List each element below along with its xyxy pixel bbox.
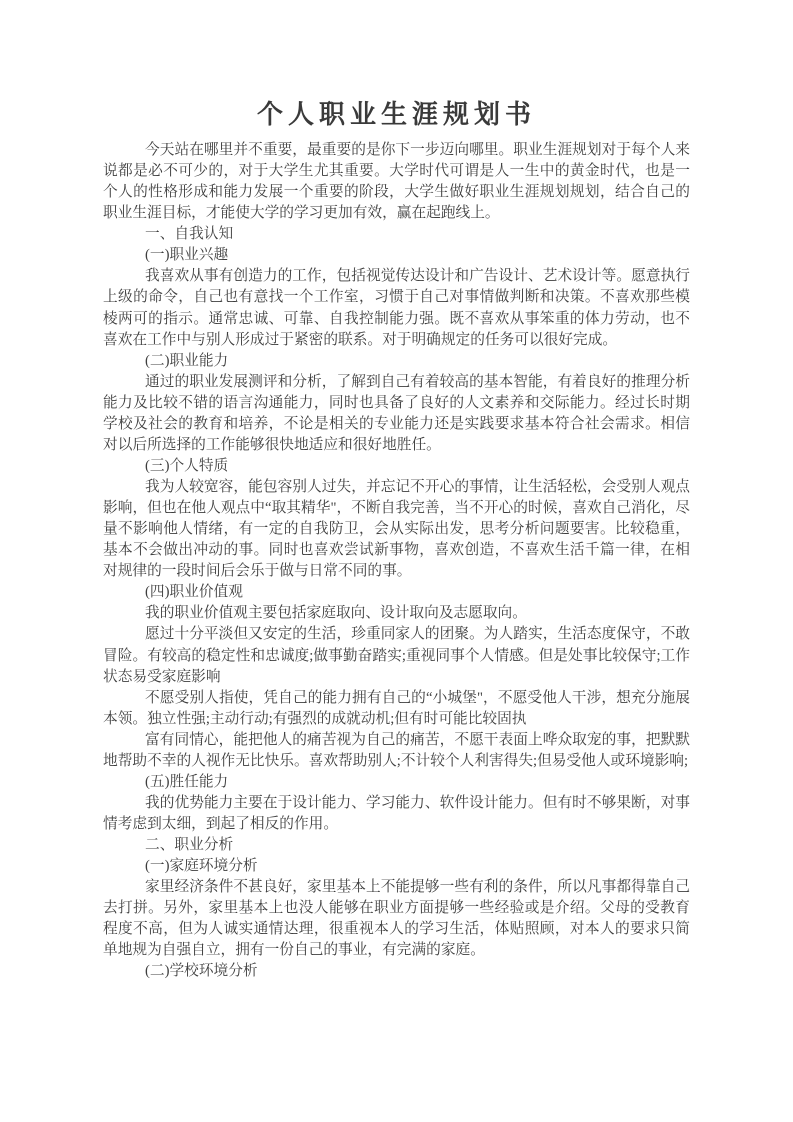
document-body: [103, 140, 690, 983]
heading-career-interest: (一)职业兴趣: [145, 247, 229, 264]
heading-self-cognition: 一、自我认知: [145, 226, 234, 243]
heading-family-environment: (一)家庭环境分析: [145, 858, 258, 875]
paragraph-career-values-2: 愿过十分平淡但又安定的生活，珍重同家人的团聚。为人踏实，生活态度保守，不敢冒险。有较高的稳定性和忠诚度;做事勤奋踏实;重视同事个人情感。但是处事比较保守;工作状态易受家庭影响: [103, 626, 690, 685]
heading-competence: (五)胜任能力: [145, 773, 229, 790]
document-title: 个人职业生涯规划书: [256, 100, 536, 129]
paragraph-career-values-1: 我的职业价值观主要包括家庭取向、设计取向及志愿取向。: [145, 605, 527, 622]
paragraph-career-values-4: 富有同情心，能把他人的痛苦视为自己的痛苦，不愿干表面上哗众取宠的事，把默默地帮助不幸的人视作无比快乐。喜欢帮助别人;不计较个人利害得失;但易受他人或环境影响;: [103, 731, 690, 769]
heading-personal-traits: (三)个人特质: [145, 457, 229, 474]
paragraph-competence: 我的优势能力主要在于设计能力、学习能力、软件设计能力。但有时不够果断，对事情考虑到太细，到起了相反的作用。: [103, 794, 690, 832]
heading-career-analysis: 二、职业分析: [145, 837, 234, 854]
paragraph-career-interest: 我喜欢从事有创造力的工作，包括视觉传达设计和广告设计、艺术设计等。愿意执行上级的命令，自己也有意找一个工作室，习惯于自己对事情做判断和决策。不喜欢那些模棱两可的指示。通常忠诚、可靠、自我控制能力强。既不喜欢从事笨重的体力劳动，也不喜欢在工作中与别人形成过于紧密的联系。对于明确规定的任务可以很好完成。: [103, 268, 690, 348]
paragraph-family-environment: 家里经济条件不甚良好，家里基本上不能提够一些有利的条件，所以凡事都得靠自己去打拼。另外，家里基本上也没人能够在职业方面提够一些经验或是介绍。父母的受教育程度不高，但为人诚实通情达理，很重视本人的学习生活，体贴照顾，对本人的要求只简单地规为自强自立，拥有一份自己的事业，有完满的家庭。: [103, 879, 690, 959]
heading-school-environment: (二)学校环境分析: [145, 963, 258, 980]
paragraph-career-ability: 通过的职业发展测评和分析，了解到自己有着较高的基本智能，有着良好的推理分析能力及比较不错的语言沟通能力，同时也具备了良好的人文素养和交际能力。经过长时期学校及社会的教育和培养，不论是相关的专业能力还是实践要求基本符合社会需求。相信对以后所选择的工作能够很快地适应和很好地胜任。: [103, 373, 690, 453]
paragraph-personal-traits: 我为人较宽容，能包容别人过失，并忘记不开心的事情，让生活轻松，会受别人观点影响，但也在他人观点中“取其精华"，不断自我完善，当不开心的时候，喜欢自己消化，尽量不影响他人情绪，有一定的自我防卫，会从实际出发，思考分析问题要害。比较稳重，基本不会做出冲动的事。同时也喜欢尝试新事物，喜欢创造，不喜欢生活千篇一律，在相对规律的一段时间后会乐于做与日常不同的事。: [103, 479, 690, 580]
paragraph-intro: 今天站在哪里并不重要，最重要的是你下一步迈向哪里。职业生涯规划对于每个人来说都是必不可少的，对于大学生尤其重要。大学时代可谓是人一生中的黄金时代，也是一个人的性格形成和能力发展一个重要的阶段，大学生做好职业生涯规划规划，结合自己的职业生涯目标，才能使大学的学习更加有效，赢在起跑线上。: [103, 142, 690, 222]
paragraph-career-values-3: 不愿受别人指使，凭自己的能力拥有自己的“小城堡"，不愿受他人干涉，想充分施展本领。独立性强;主动行动;有强烈的成就动机;但有时可能比较固执: [103, 689, 690, 727]
heading-career-values: (四)职业价值观: [145, 584, 243, 601]
heading-career-ability: (二)职业能力: [145, 352, 229, 369]
